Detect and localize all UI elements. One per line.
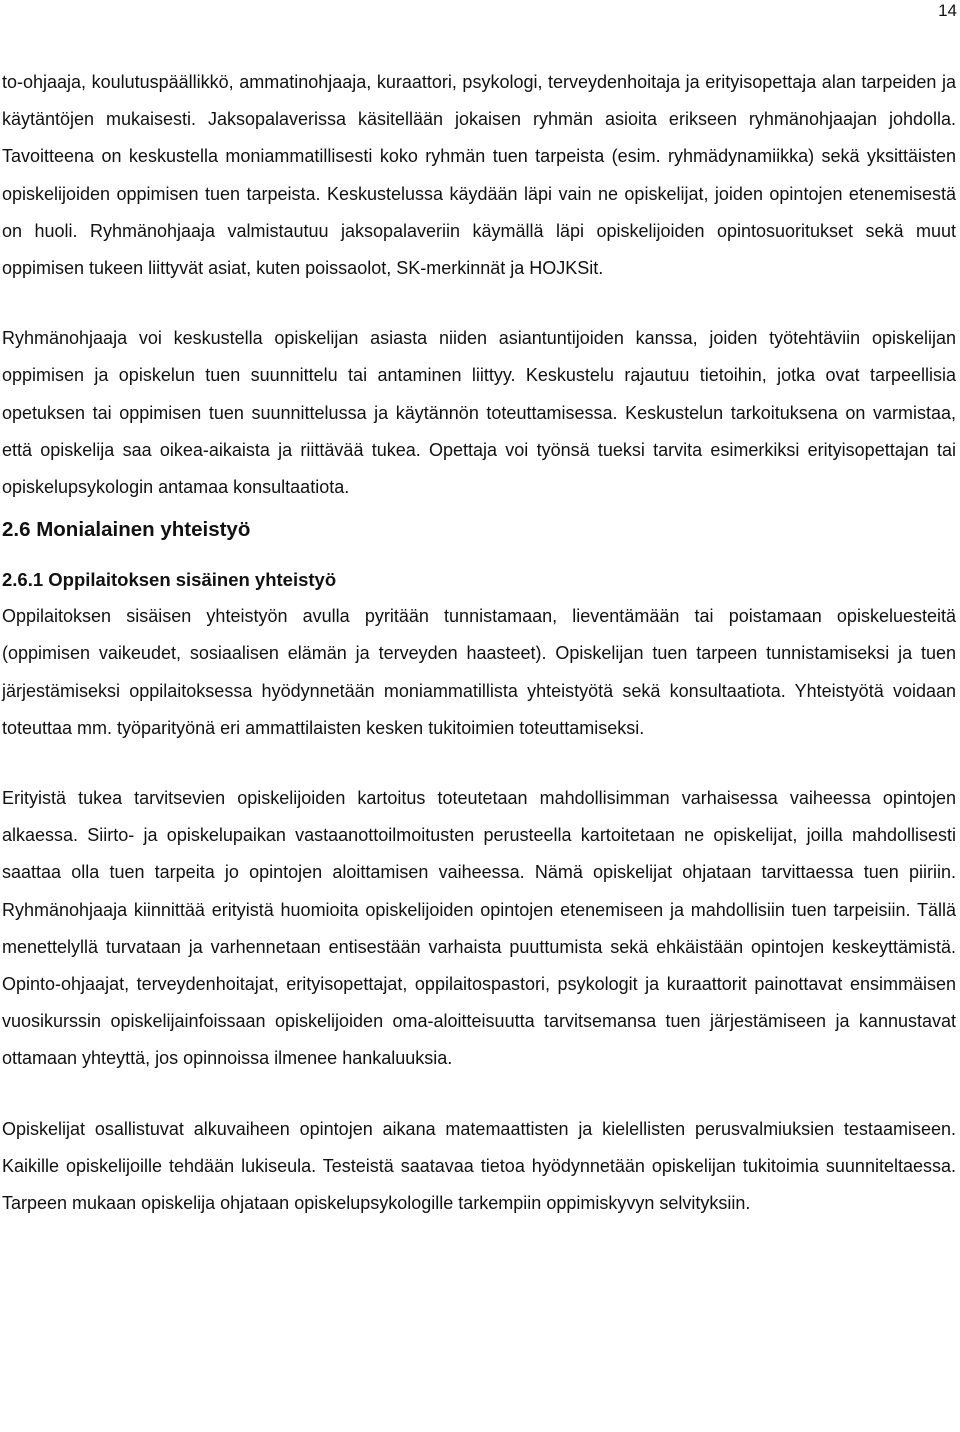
paragraph-5: Opiskelijat osallistuvat alkuvaiheen opintojen aikana matemaattisten ja kielellisten perusvalmiuksien testaamiseen. Kaikille opiskelijoille tehdään lukiseula. Testeistä saatavaa tietoa hyödynnetään opiskelijan tukitoimia suunniteltaessa. Tarpeen mukaan opiskelija ohjataan opiskelupsykologille tarkempiin oppimiskyvyn selvityksiin. <box>2 1118 956 1214</box>
page-number: 14 <box>938 1 957 20</box>
paragraph-1: to-ohjaaja, koulutuspäällikkö, ammatinohjaaja, kuraattori, psykologi, terveydenhoitaja ja erityisopettaja alan tarpeiden ja käytäntöjen mukaisesti. Jaksopalaverissa käsitellään jokaisen ryhmän asioita erikseen ryhmänohjaajan johdolla. Tavoitteena on keskustella moniammatillisesti koko ryhmän tuen tarpeista (esim. ryhmädynamiikka) sekä yksittäisten opiskelijoiden oppimisen tuen tarpeista. Keskustelussa käydään läpi vain ne opiskelijat, joiden opintojen etenemisestä on huoli. Ryhmänohjaaja valmistautuu jaksopalaveriin käymällä läpi opiskelijoiden opintosuoritukset sekä muut oppimisen tukeen liittyvät asiat, kuten poissaolot, SK-merkinnät ja HOJKSit. <box>2 72 956 279</box>
page-content <box>2 64 956 1222</box>
paragraph-2: Ryhmänohjaaja voi keskustella opiskelijan asiasta niiden asiantuntijoiden kanssa, joiden työtehtäviin opiskelijan oppimisen ja opiskelun tuen suunnittelu tai antaminen liittyy. Keskustelu rajautuu tietoihin, jotka ovat tarpeellisia opetuksen tai oppimisen tuen suunnittelussa ja käytännön toteuttamisessa. Keskustelun tarkoituksena on varmistaa, että opiskelija saa oikea-aikaista ja riittävää tukea. Opettaja voi työnsä tueksi tarvita esimerkiksi erityisopettajan tai opiskelupsykologin antamaa konsultaatiota. <box>2 328 956 498</box>
paragraph-4: Erityistä tukea tarvitsevien opiskelijoiden kartoitus toteutetaan mahdollisimman varhaisessa vaiheessa opintojen alkaessa. Siirto- ja opiskelupaikan vastaanottoilmoitusten perusteella kartoitetaan ne opiskelijat, joilla mahdollisesti saattaa olla tuen tarpeita jo opintojen aloittamisen vaiheessa. Nämä opiskelijat ohjataan tarvittaessa tuen piiriin. Ryhmänohjaaja kiinnittää erityistä huomioita opiskelijoiden opintojen etenemiseen ja mahdollisiin tuen tarpeisiin. Tällä menettelyllä turvataan ja varhennetaan entisestään varhaista puuttumista sekä ehkäistään opintojen keskeyttämistä. Opinto-ohjaajat, terveydenhoitajat, erityisopettajat, oppilaitospastori, psykologit ja kuraattorit painottavat ensimmäisen vuosikurssin opiskelijainfoissaan opiskelijoiden oma-aloitteisuutta tarvitsemansa tuen järjestämiseen ja kannustavat ottamaan yhteyttä, jos opinnoissa ilmenee hankaluuksia. <box>2 788 956 1069</box>
subsection-heading: 2.6.1 Oppilaitoksen sisäinen yhteistyö <box>2 569 337 591</box>
section-heading: 2.6 Monialainen yhteistyö <box>2 518 251 542</box>
paragraph-gap <box>2 287 956 320</box>
paragraph-3: Oppilaitoksen sisäisen yhteistyön avulla pyritään tunnistamaan, lieventämään tai poistamaan opiskeluesteitä (oppimisen vaikeudet, sosiaalisen elämän ja terveyden haasteet). Opiskelijan tuen tarpeen tunnistamiseksi ja tuen järjestämiseksi oppilaitoksessa hyödynnetään moniammatillista yhteistyötä sekä konsultaatiota. Yhteistyötä voidaan toteuttaa mm. työparityönä eri ammattilaisten kesken tukitoimien toteuttamiseksi. <box>2 606 956 738</box>
paragraph-gap <box>2 747 956 780</box>
paragraph-gap <box>2 1078 956 1111</box>
